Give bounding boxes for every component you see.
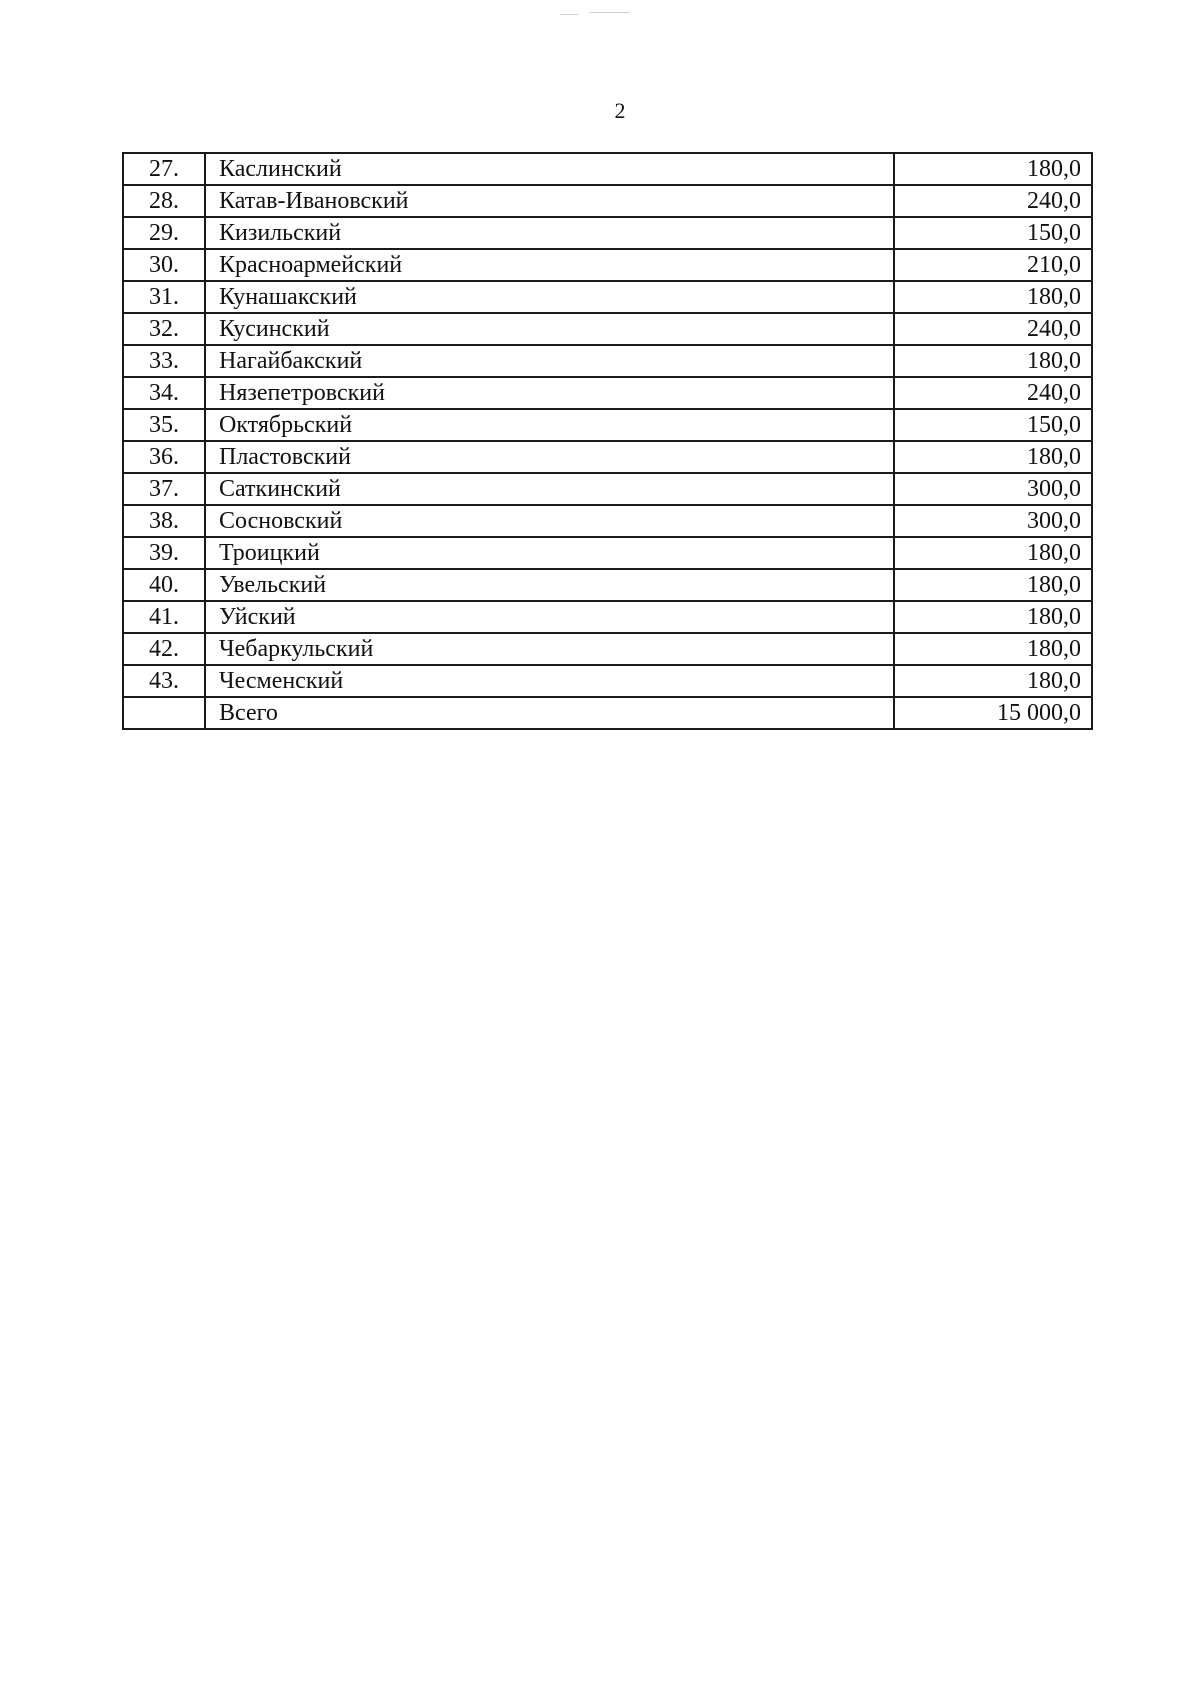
amount-value: 180,0 <box>894 569 1092 601</box>
table-row <box>123 153 1092 185</box>
district-name: Красноармейский <box>205 249 894 281</box>
amount-value: 300,0 <box>894 473 1092 505</box>
row-number: 37. <box>123 473 205 505</box>
amount-value: 150,0 <box>894 217 1092 249</box>
row-number: 36. <box>123 441 205 473</box>
table-row <box>123 249 1092 281</box>
table-row <box>123 569 1092 601</box>
row-number: 42. <box>123 633 205 665</box>
row-number: 40. <box>123 569 205 601</box>
table-row <box>123 473 1092 505</box>
table-row <box>123 409 1092 441</box>
district-name: Нагайбакский <box>205 345 894 377</box>
amount-value: 180,0 <box>894 153 1092 185</box>
amount-value: 180,0 <box>894 345 1092 377</box>
amount-value: 150,0 <box>894 409 1092 441</box>
amount-value: 180,0 <box>894 633 1092 665</box>
amount-value: 180,0 <box>894 537 1092 569</box>
row-number: 38. <box>123 505 205 537</box>
table-row <box>123 505 1092 537</box>
page-number: 2 <box>614 98 626 123</box>
district-name: Октябрьский <box>205 409 894 441</box>
table-row <box>123 441 1092 473</box>
row-number: 27. <box>123 153 205 185</box>
row-number: 33. <box>123 345 205 377</box>
amount-value: 300,0 <box>894 505 1092 537</box>
district-name: Кунашакский <box>205 281 894 313</box>
table-row <box>123 601 1092 633</box>
table-row <box>123 185 1092 217</box>
district-name: Кизильский <box>205 217 894 249</box>
table-row <box>123 537 1092 569</box>
district-name: Чесменский <box>205 665 894 697</box>
total-row <box>123 697 1092 729</box>
amount-value: 240,0 <box>894 377 1092 409</box>
amount-value: 180,0 <box>894 665 1092 697</box>
district-name: Троицкий <box>205 537 894 569</box>
row-number: 28. <box>123 185 205 217</box>
amount-value: 240,0 <box>894 313 1092 345</box>
table-row <box>123 345 1092 377</box>
district-name: Кусинский <box>205 313 894 345</box>
amount-value: 180,0 <box>894 601 1092 633</box>
table-row <box>123 377 1092 409</box>
amount-value: 180,0 <box>894 441 1092 473</box>
amount-value: 240,0 <box>894 185 1092 217</box>
row-number: 31. <box>123 281 205 313</box>
district-name: Саткинский <box>205 473 894 505</box>
amount-value: 180,0 <box>894 281 1092 313</box>
row-number: 29. <box>123 217 205 249</box>
total-value: 15 000,0 <box>894 697 1092 729</box>
table-body <box>123 153 1092 729</box>
district-name: Нязепетровский <box>205 377 894 409</box>
scan-artifact <box>560 14 578 15</box>
row-number: 41. <box>123 601 205 633</box>
table-row <box>123 665 1092 697</box>
district-name: Катав-Ивановский <box>205 185 894 217</box>
district-name: Чебаркульский <box>205 633 894 665</box>
total-label: Всего <box>205 697 894 729</box>
total-row-number <box>123 697 205 729</box>
row-number: 43. <box>123 665 205 697</box>
table-row <box>123 313 1092 345</box>
row-number: 39. <box>123 537 205 569</box>
row-number: 32. <box>123 313 205 345</box>
district-name: Сосновский <box>205 505 894 537</box>
table-row <box>123 633 1092 665</box>
row-number: 30. <box>123 249 205 281</box>
table-row <box>123 217 1092 249</box>
row-number: 35. <box>123 409 205 441</box>
district-name: Пластовский <box>205 441 894 473</box>
allocation-table <box>122 152 1093 730</box>
amount-value: 210,0 <box>894 249 1092 281</box>
district-name: Уйский <box>205 601 894 633</box>
table-row <box>123 281 1092 313</box>
district-name: Увельский <box>205 569 894 601</box>
scan-artifact <box>590 12 630 13</box>
district-name: Каслинский <box>205 153 894 185</box>
row-number: 34. <box>123 377 205 409</box>
